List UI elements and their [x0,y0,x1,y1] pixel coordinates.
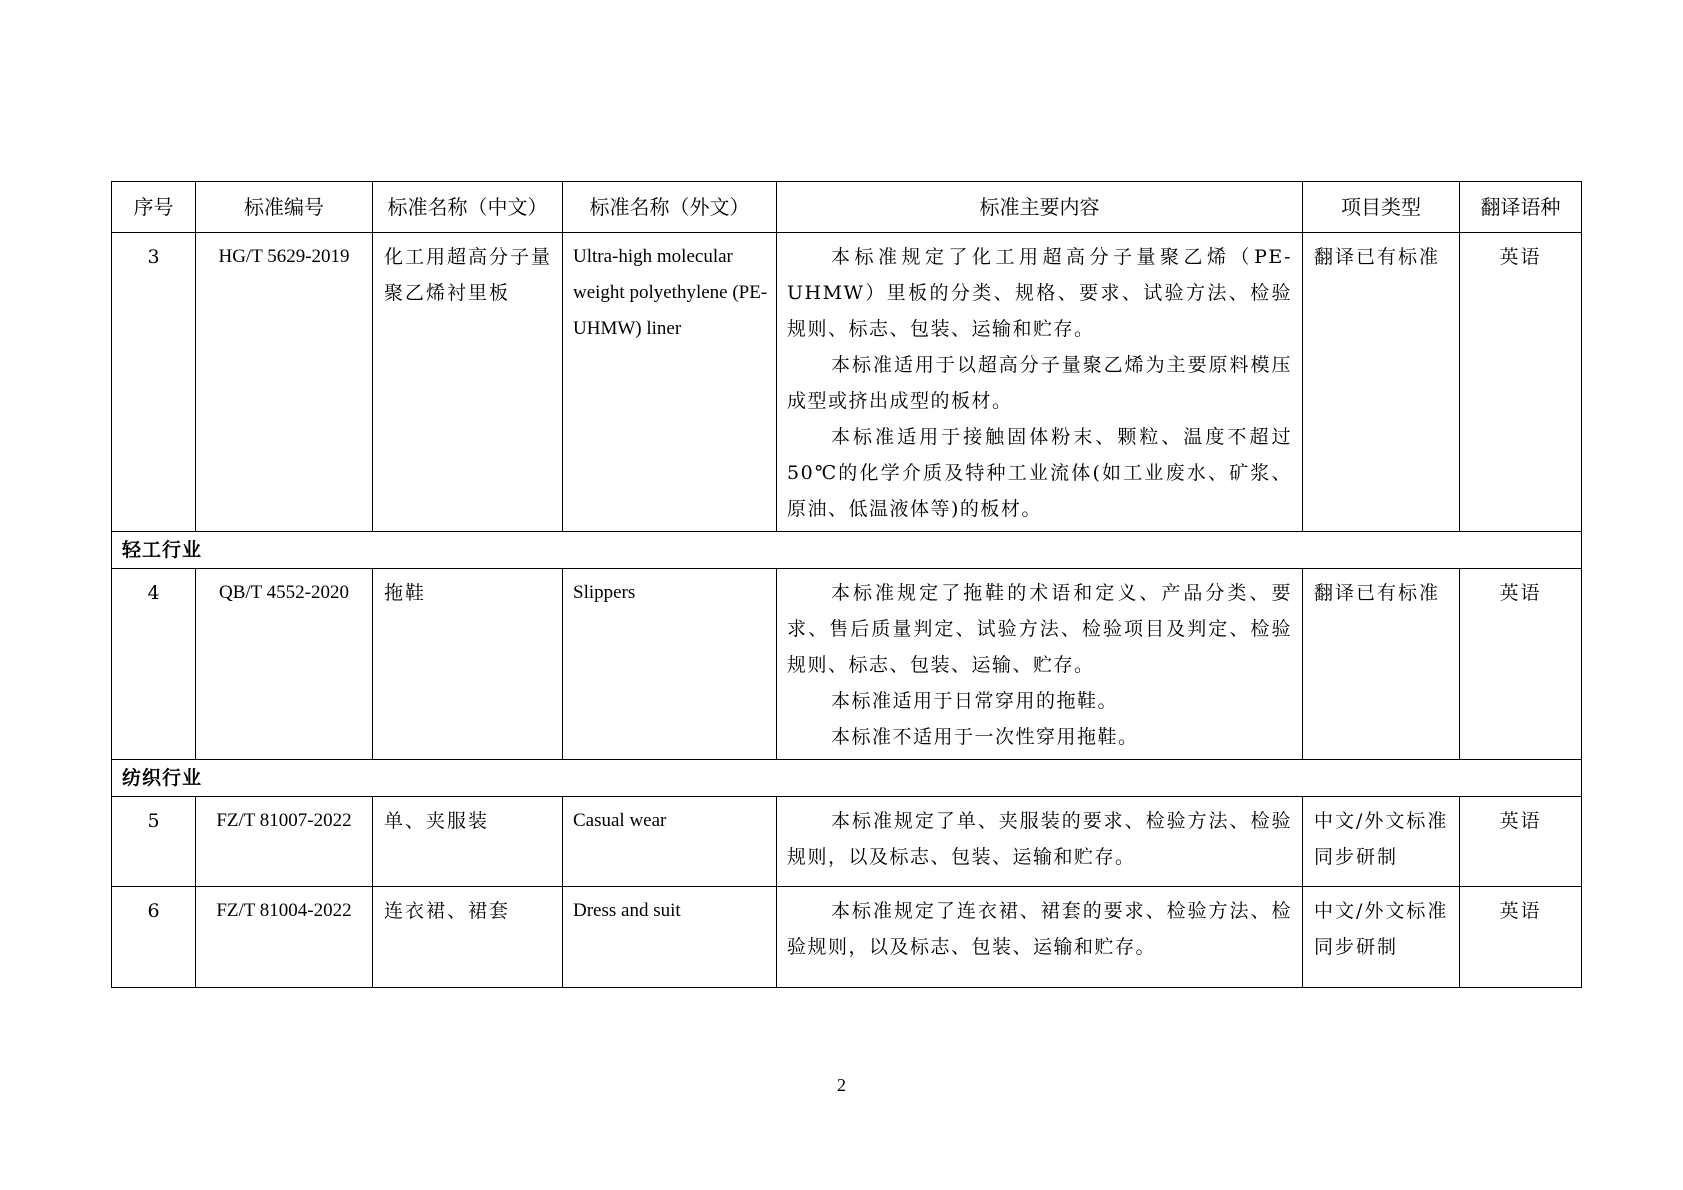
row-name-cn: 化工用超高分子量聚乙烯衬里板 [373,233,563,532]
row-type: 中文/外文标准同步研制 [1303,887,1460,988]
row-name-foreign: Slippers [563,569,777,760]
header-code: 标准编号 [196,182,373,233]
row-language: 英语 [1460,233,1582,532]
row-code: HG/T 5629-2019 [196,233,373,532]
row-no: 6 [112,887,196,988]
row-type: 翻译已有标准 [1303,569,1460,760]
header-type: 项目类型 [1303,182,1460,233]
table-row [112,797,1582,887]
row-content [777,887,1303,988]
row-no: 5 [112,797,196,887]
row-code: FZ/T 81004-2022 [196,887,373,988]
row-name-foreign: Ultra-high molecular weight polyethylene (PE-UHMW) liner [563,233,777,532]
row-content [777,233,1303,532]
section-title: 轻工行业 [112,532,1582,569]
row-type: 中文/外文标准同步研制 [1303,797,1460,887]
content-paragraph: 本标准规定了单、夹服装的要求、检验方法、检验规则，以及标志、包装、运输和贮存。 [787,810,1292,868]
standards-table [111,181,1582,988]
header-language: 翻译语种 [1460,182,1582,233]
row-name-cn: 拖鞋 [373,569,563,760]
section-row-textile-industry [112,760,1582,797]
content-paragraph: 本标准规定了连衣裙、裙套的要求、检验方法、检验规则，以及标志、包装、运输和贮存。 [787,900,1292,958]
row-language: 英语 [1460,887,1582,988]
row-name-foreign: Dress and suit [563,887,777,988]
row-name-cn: 连衣裙、裙套 [373,887,563,988]
table-row [112,233,1582,532]
row-name-cn: 单、夹服装 [373,797,563,887]
row-language: 英语 [1460,797,1582,887]
table-header-row [112,182,1582,233]
content-paragraph: 本标准适用于接触固体粉末、颗粒、温度不超过50℃的化学介质及特种工业流体(如工业废水、矿浆、原油、低温液体等)的板材。 [787,426,1292,520]
content-paragraph: 本标准不适用于一次性穿用拖鞋。 [831,726,1139,748]
row-code: QB/T 4552-2020 [196,569,373,760]
row-no: 3 [112,233,196,532]
row-type: 翻译已有标准 [1303,233,1460,532]
table-row [112,569,1582,760]
section-row-light-industry [112,532,1582,569]
row-content [777,569,1303,760]
header-name-cn: 标准名称（中文） [373,182,563,233]
row-name-foreign: Casual wear [563,797,777,887]
row-no: 4 [112,569,196,760]
content-paragraph: 本标准适用于日常穿用的拖鞋。 [831,690,1119,712]
table-row [112,887,1582,988]
page-number: 2 [837,1075,846,1095]
section-title: 纺织行业 [112,760,1582,797]
row-language: 英语 [1460,569,1582,760]
row-content [777,797,1303,887]
header-name-foreign: 标准名称（外文） [563,182,777,233]
content-paragraph: 本标准规定了拖鞋的术语和定义、产品分类、要求、售后质量判定、试验方法、检验项目及判定、检验规则、标志、包装、运输、贮存。 [787,582,1292,676]
row-code: FZ/T 81007-2022 [196,797,373,887]
header-content: 标准主要内容 [777,182,1303,233]
header-no: 序号 [112,182,196,233]
content-paragraph: 本标准规定了化工用超高分子量聚乙烯（PE-UHMW）里板的分类、规格、要求、试验方法、检验规则、标志、包装、运输和贮存。 [787,246,1292,340]
content-paragraph: 本标准适用于以超高分子量聚乙烯为主要原料模压成型或挤出成型的板材。 [787,354,1292,412]
